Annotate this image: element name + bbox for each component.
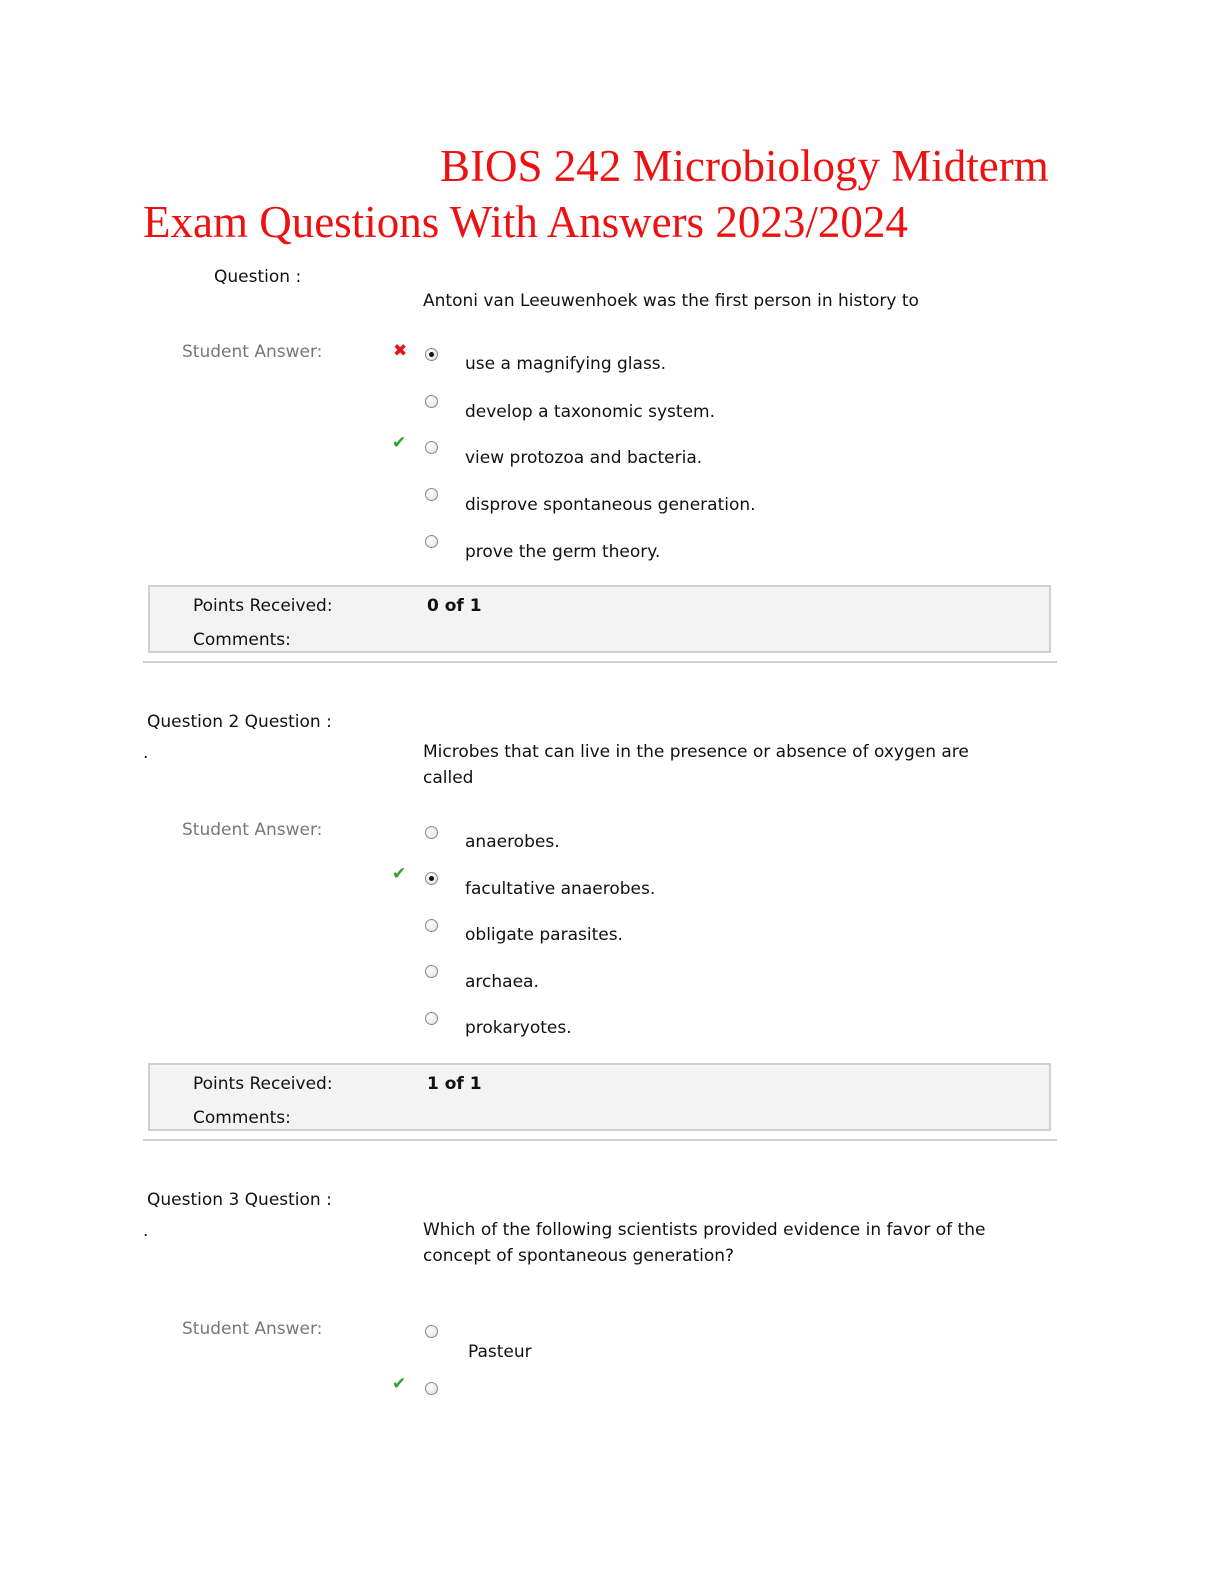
option-label: facultative anaerobes. <box>465 879 656 899</box>
points-received-value: 1 of 1 <box>427 1074 482 1094</box>
option-label: use a magnifying glass. <box>465 354 667 374</box>
question-label: Question : <box>214 267 302 287</box>
radio-button-icon[interactable] <box>425 395 438 408</box>
option-label: archaea. <box>465 972 539 992</box>
comments-label: Comments: <box>193 1108 291 1128</box>
title-line-1: BIOS 242 Microbiology Midterm <box>440 141 1049 191</box>
radio-button-icon[interactable] <box>425 872 438 885</box>
radio-button-icon[interactable] <box>425 441 438 454</box>
student-answer-label: Student Answer: <box>182 342 323 362</box>
option-label: prove the germ theory. <box>465 542 661 562</box>
radio-button-icon[interactable] <box>425 1382 438 1395</box>
option-label: prokaryotes. <box>465 1018 572 1038</box>
question-text: Microbes that can live in the presence or absence of oxygen are called <box>423 742 969 788</box>
green-check-icon: ✔ <box>392 864 407 884</box>
points-received-label: Points Received: <box>193 1074 333 1094</box>
points-summary <box>148 585 1051 653</box>
student-answer-label: Student Answer: <box>182 1319 323 1339</box>
question-text: Which of the following scientists provided evidence in favor of the concept of spontaneous generation? <box>423 1220 986 1266</box>
points-summary <box>148 1063 1051 1131</box>
option-label: obligate parasites. <box>465 925 623 945</box>
radio-button-icon[interactable] <box>425 535 438 548</box>
divider <box>143 1139 1057 1141</box>
option-label: develop a taxonomic system. <box>465 402 716 422</box>
green-check-icon: ✔ <box>392 433 407 453</box>
radio-button-icon[interactable] <box>425 488 438 501</box>
comments-label: Comments: <box>193 630 291 650</box>
radio-button-icon[interactable] <box>425 1325 438 1338</box>
student-answer-label: Student Answer: <box>182 820 323 840</box>
option-label: Pasteur <box>468 1342 532 1362</box>
document-title <box>143 138 1073 250</box>
question-dot: . <box>143 743 149 763</box>
radio-button-icon[interactable] <box>425 348 438 361</box>
title-line-2: Exam Questions With Answers 2023/2024 <box>143 197 908 247</box>
question-dot: . <box>143 1221 149 1241</box>
question-label: Question 3 Question : <box>147 1190 332 1210</box>
radio-button-icon[interactable] <box>425 965 438 978</box>
points-received-label: Points Received: <box>193 596 333 616</box>
points-received-value: 0 of 1 <box>427 596 482 616</box>
question-label: Question 2 Question : <box>147 712 332 732</box>
green-check-icon: ✔ <box>392 1374 407 1394</box>
question-text: Antoni van Leeuwenhoek was the first person in history to <box>423 291 919 311</box>
option-label: anaerobes. <box>465 832 560 852</box>
radio-button-icon[interactable] <box>425 1012 438 1025</box>
radio-button-icon[interactable] <box>425 826 438 839</box>
red-x-icon: ✖ <box>393 341 408 361</box>
radio-button-icon[interactable] <box>425 919 438 932</box>
option-label: view protozoa and bacteria. <box>465 448 703 468</box>
divider <box>143 661 1057 663</box>
option-label: disprove spontaneous generation. <box>465 495 756 515</box>
